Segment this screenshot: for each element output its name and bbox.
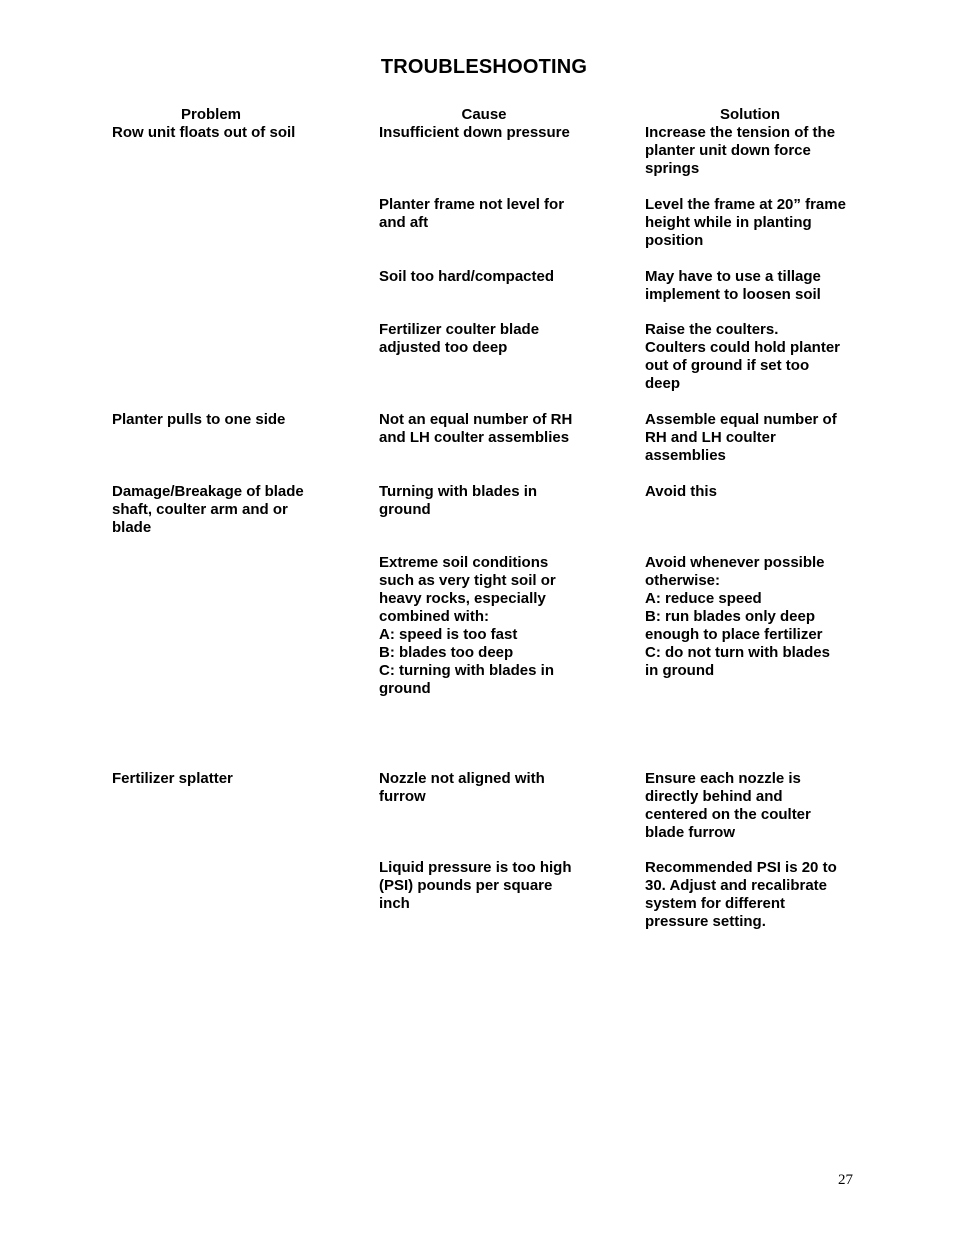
cause-nozzle-misaligned: Nozzle not aligned with furrow: [379, 770, 545, 805]
problem-pulls-to-side: Planter pulls to one side: [112, 411, 286, 428]
cause-pressure-high: Liquid pressure is too high (PSI) pounds per square inch: [379, 859, 572, 912]
solution-level-frame: Level the frame at 20” frame height while in planting position: [645, 196, 846, 249]
solution-avoid-this: Avoid this: [645, 483, 717, 500]
cause-extreme-soil: Extreme soil conditions such as very tight soil or heavy rocks, especially combined with: A: speed is too fast B: blades too deep C: turning with blades in ground: [379, 554, 556, 697]
column-header-cause: Cause: [461, 106, 507, 123]
solution-align-nozzle: Ensure each nozzle is directly behind and centered on the coulter blade furrow: [645, 770, 811, 841]
cause-soil-hard: Soil too hard/compacted: [379, 268, 555, 285]
solution-increase-tension: Increase the tension of the planter unit down force springs: [645, 124, 836, 177]
solution-recommended-psi: Recommended PSI is 20 to 30. Adjust and recalibrate system for different pressure setting.: [645, 859, 837, 930]
solution-tillage: May have to use a tillage implement to loosen soil: [645, 268, 821, 303]
problem-damage-breakage: Damage/Breakage of blade shaft, coulter arm and or blade: [112, 483, 304, 536]
cause-unequal-coulters: Not an equal number of RH and LH coulter assemblies: [379, 411, 573, 446]
solution-avoid-whenever: Avoid whenever possible otherwise: A: reduce speed B: run blades only deep enough to place fertilizer C: do not turn with blades in ground: [645, 554, 830, 679]
cause-down-pressure: Insufficient down pressure: [379, 124, 570, 141]
column-header-solution: Solution: [720, 106, 780, 123]
cause-frame-not-level: Planter frame not level for and aft: [379, 196, 565, 231]
page-title: TROUBLESHOOTING: [380, 56, 588, 78]
problem-fertilizer-splatter: Fertilizer splatter: [112, 770, 233, 787]
column-header-problem: Problem: [180, 106, 241, 123]
problem-row-unit-floats: Row unit floats out of soil: [112, 124, 296, 141]
solution-equal-coulters: Assemble equal number of RH and LH coulter assemblies: [645, 411, 837, 464]
cause-coulter-too-deep: Fertilizer coulter blade adjusted too deep: [379, 321, 540, 356]
solution-raise-coulters: Raise the coulters. Coulters could hold planter out of ground if set too deep: [645, 321, 841, 392]
cause-turning-in-ground: Turning with blades in ground: [379, 483, 538, 518]
page-number: 27: [838, 1172, 853, 1188]
